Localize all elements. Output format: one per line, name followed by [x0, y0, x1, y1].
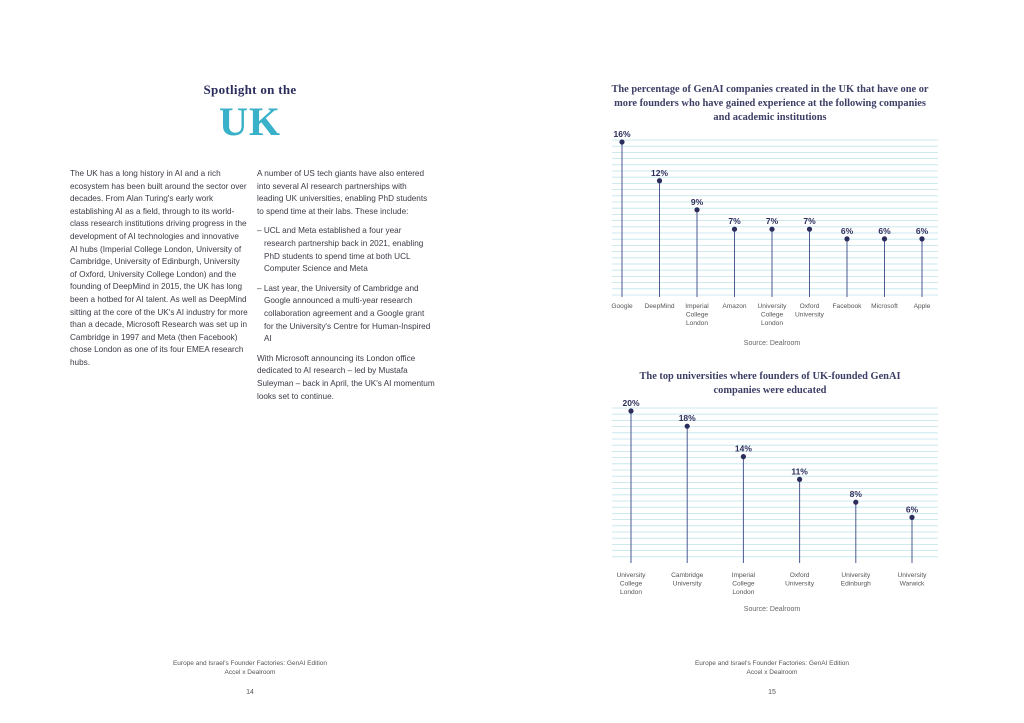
- chart2-category-label: Imperial College London: [731, 572, 756, 597]
- chart1-category-label: University College London: [757, 303, 787, 328]
- chart1-value-label: 16%: [613, 129, 631, 139]
- chart1-category-label: Microsoft: [871, 303, 898, 310]
- chart1-category-label: Amazon: [722, 303, 747, 310]
- list-item: – UCL and Meta established a four year research partnership back in 2021, enabling PhD students to spend time at both UCL Computer Science and Meta: [257, 226, 424, 274]
- body-paragraph-intro: A number of US tech giants have also entered into several AI research partnerships with leading UK universities, enabling PhD students to spend time at their labs. These include:: [257, 169, 428, 216]
- chart1-title: The percentage of GenAI companies created in the UK that have one or more founders who have gained experience at the following companies and academic institutions: [611, 84, 929, 123]
- spotlight-headline: UK: [219, 99, 281, 144]
- chart2-point: [909, 515, 914, 520]
- chart2-point: [628, 408, 633, 413]
- chart1-point: [769, 227, 774, 232]
- chart2-point: [797, 477, 802, 482]
- chart1-point: [919, 236, 924, 241]
- footer-right: [662, 659, 882, 677]
- chart1-value-label: 7%: [728, 216, 741, 227]
- chart2-category-label: Oxford University: [785, 572, 815, 588]
- chart2-category-label: Cambridge University: [671, 572, 704, 588]
- chart1-category-label: Google: [611, 303, 633, 310]
- chart2-value-label: 18%: [678, 413, 696, 424]
- body-paragraph: The UK has a long history in AI and a rich ecosystem has been built around the sector over decades. From Alan Turing's early work establishing AI as a field, through to its world-class research institutions driving progress in the development of AI technologies and innovative AI hubs (Imperial College London, University of Cambridge, University of Edinburgh, University of Oxford, University College London) and the founding of DeepMind in 2015, the UK has long been a hotbed for AI talent. As well as DeepMind sitting at the core of the UK's AI industry for more than a decade, Microsoft Research was set up in Cambridge in 1997 and Meta (then Facebook) chose London as one of its four EMEA research hubs.: [70, 169, 248, 367]
- chart1-source: Source: Dealroom: [743, 340, 801, 347]
- chart1-point: [807, 227, 812, 232]
- chart2-point: [853, 500, 858, 505]
- footer-credit: Accel x Dealroom: [224, 669, 276, 676]
- spotlight-kicker: Spotlight on the: [203, 82, 297, 97]
- footer-publication: Europe and Israel's Founder Factories: GenAI Edition: [694, 660, 850, 667]
- chart1-value-label: 6%: [878, 225, 891, 236]
- body-column-1: [70, 168, 248, 377]
- chart2-category-label: University College London: [616, 572, 646, 597]
- chart1-point: [732, 227, 737, 232]
- chart1-point: [657, 178, 662, 183]
- chart1-point: [882, 236, 887, 241]
- chart2-point: [741, 454, 746, 459]
- chart1-category-label: Oxford University: [795, 303, 824, 319]
- chart2-category-label: University Edinburgh: [840, 572, 871, 588]
- footer-left: [140, 659, 360, 677]
- footer-publication: Europe and Israel's Founder Factories: GenAI Edition: [172, 660, 328, 667]
- partnership-list: [257, 225, 435, 345]
- chart1-value-label: 12%: [650, 167, 669, 178]
- chart1-point: [694, 207, 699, 212]
- chart1-value-label: 6%: [915, 225, 929, 236]
- chart2-title: The top universities where founders of UK-founded GenAI companies were educated: [639, 371, 901, 396]
- chart2-value-label: 14%: [734, 443, 752, 454]
- chart1-value-label: 6%: [840, 225, 854, 236]
- chart1-value-label: 9%: [690, 196, 704, 207]
- footer-credit: Accel x Dealroom: [746, 669, 798, 676]
- page-number-right: 15: [768, 689, 776, 696]
- page-number-left: 14: [246, 689, 254, 696]
- list-item: – Last year, the University of Cambridge and Google announced a multi-year research collaboration agreement and a Google grant for the University's Centre for Human-Inspired AI: [257, 283, 431, 344]
- chart2-category-label: University Warwick: [897, 572, 927, 588]
- chart2-value-label: 20%: [622, 398, 640, 408]
- chart2-value-label: 8%: [849, 489, 862, 500]
- chart2-value-label: 6%: [905, 504, 919, 515]
- chart2-source: Source: Dealroom: [743, 606, 801, 613]
- body-column-2: [257, 168, 435, 410]
- chart1-category-label: Facebook: [832, 303, 862, 310]
- chart1-category-label: DeepMind: [644, 303, 675, 310]
- chart1-value-label: 7%: [803, 216, 816, 227]
- body-paragraph-outro: With Microsoft announcing its London office dedicated to AI research – led by Mustafa Suleyman – back in April, the UK's AI momentum looks set to continue.: [257, 353, 435, 401]
- chart1-category-label: Apple: [913, 303, 931, 310]
- chart1-category-label: Imperial College London: [685, 303, 709, 328]
- chart1-value-label: 7%: [765, 216, 779, 227]
- chart2-point: [685, 424, 690, 429]
- chart1-point: [619, 139, 624, 144]
- chart2-value-label: 11%: [791, 466, 808, 477]
- chart1-point: [844, 236, 849, 241]
